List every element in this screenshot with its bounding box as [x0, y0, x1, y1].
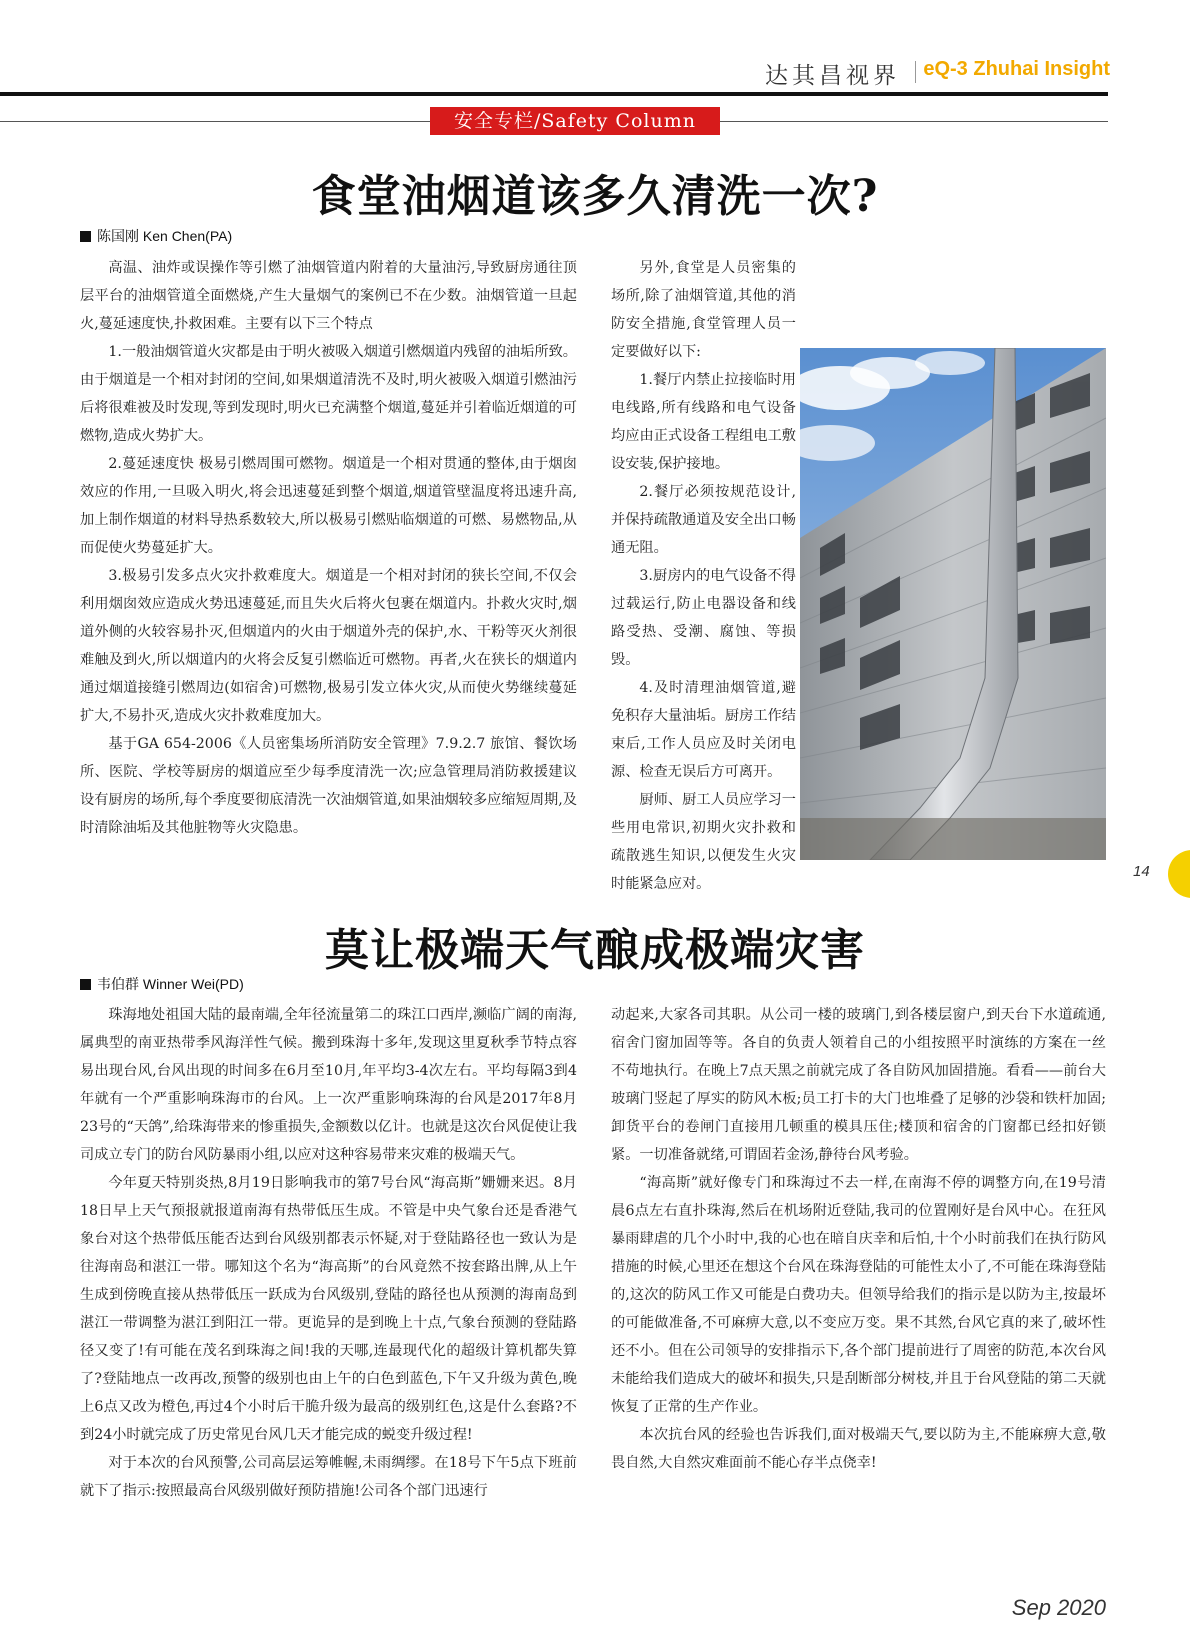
article2-right-column	[611, 1001, 1106, 1477]
article2-byline	[80, 974, 244, 994]
issue-date: Sep 2020	[1011, 1595, 1106, 1620]
byline-square-icon	[80, 979, 91, 990]
article2-left-column	[80, 1001, 577, 1505]
paragraph: “海高斯”就好像专门和珠海过不去一样,在南海不停的调整方向,在19号清晨6点左右直扑珠海,然后在机场附近登陆,我司的位置刚好是台风中心。在狂风暴雨肆虐的几个小时中,我的心也在暗自庆幸和后怕,十个小时前我们在执行防风措施的时候,心里还在想这个台风在珠海登陆的可能性太小了,不可能在珠海登陆的,这次的防风工作又可能是白费功夫。但领导给我们的指示是以防为主,按最坏的可能做准备,不可麻痹大意,以不变应万变。果不其然,台风它真的来了,破坏性还不小。但在公司领导的安排指示下,各个部门提前进行了周密的防范,本次台风未能给我们造成大的破坏和损失,只是刮断部分树枝,并且于台风登陆的第二天就恢复了正常的生产作业。	[611, 1175, 1106, 1415]
article1-byline	[80, 226, 232, 246]
article2-author: 韦伯群 Winner Wei(PD)	[97, 976, 244, 992]
magazine-title-en: eQ-3 Zhuhai Insight	[923, 58, 1110, 80]
column-label-badge: 安全专栏/Safety Column	[430, 107, 720, 135]
paragraph: 1.餐厅内禁止拉接临时用电线路,所有线路和电气设备均应由正式设备工程组电工敷设安装,保护接地。	[611, 372, 796, 472]
byline-square-icon	[80, 231, 91, 242]
article2-title: 莫让极端天气酿成极端灾害	[325, 925, 865, 976]
paragraph: 厨师、厨工人员应学习一些用电常识,初期火灾扑救和疏散逃生知识,以便发生火灾时能紧急应对。	[611, 792, 796, 892]
magazine-header	[720, 55, 1110, 89]
paragraph: 珠海地处祖国大陆的最南端,全年径流量第二的珠江口西岸,濒临广阔的南海,属典型的南亚热带季风海洋性气候。搬到珠海十多年,发现这里夏秋季节特点容易出现台风,台风出现的时间多在6月至10月,年平均3-4次左右。平均每隔3到4年就有一个严重影响珠海市的台风。上一次严重影响珠海的台风是2017年8月23号的“天鸽”,给珠海带来的惨重损失,金额数以亿计。也就是这次台风促使让我司成立专门的防台风防暴雨小组,以应对这种容易带来灾难的极端天气。	[80, 1007, 577, 1163]
building-photo-illustration	[800, 348, 1106, 860]
page-tab-marker	[1168, 850, 1190, 898]
paragraph: 1.一般油烟管道火灾都是由于明火被吸入烟道引燃烟道内残留的油垢所致。由于烟道是一个相对封闭的空间,如果烟道清洗不及时,明火被吸入烟道引燃油污后将很难被及时发现,等到发现时,明火已充满整个烟道,蔓延并引着临近烟道的可燃物,造成火势扩大。	[80, 344, 577, 444]
paragraph: 动起来,大家各司其职。从公司一楼的玻璃门,到各楼层窗户,到天台下水道疏通,宿舍门窗加固等等。各自的负责人领着自己的小组按照平时演练的方案在一丝不苟地执行。在晚上7点天黑之前就完成了各自防风加固措施。看看——前台大玻璃门竖起了厚实的防风木板;员工打卡的大门也堆叠了足够的沙袋和铁杆加固;卸货平台的卷闸门直接用几顿重的模具压住;楼顶和宿舍的门窗都已经扣好锁紧。一切准备就绪,可谓固若金汤,静待台风考验。	[611, 1007, 1107, 1163]
page-number: 14	[1133, 863, 1150, 880]
header-rule-thick	[0, 92, 1108, 96]
paragraph: 另外,食堂是人员密集的场所,除了油烟管道,其他的消防安全措施,食堂管理人员一定要做好以下:	[611, 260, 796, 360]
magazine-title-cn: 达其昌视界	[765, 63, 900, 89]
header-separator	[915, 61, 916, 83]
paragraph: 2.蔓延速度快 极易引燃周围可燃物。烟道是一个相对贯通的整体,由于烟囱效应的作用,一旦吸入明火,将会迅速蔓延到整个烟道,烟道管壁温度将迅速升高,加上制作烟道的材料导热系数较大,所以极易引燃贴临烟道的可燃、易燃物品,从而促使火势蔓延扩大。	[80, 456, 577, 556]
paragraph: 基于GA 654-2006《人员密集场所消防安全管理》7.9.2.7 旅馆、餐饮场所、医院、学校等厨房的烟道应至少每季度清洗一次;应急管理局消防救援建议设有厨房的场所,每个季度要彻底清洗一次油烟管道,如果油烟较多应缩短周期,及时清除油垢及其他脏物等火灾隐患。	[80, 736, 577, 836]
article1-left-column	[80, 254, 577, 842]
paragraph: 3.极易引发多点火灾扑救难度大。烟道是一个相对封闭的狭长空间,不仅会利用烟囱效应造成火势迅速蔓延,而且失火后将火包裹在烟道内。扑救火灾时,烟道外侧的火较容易扑灭,但烟道内的火由于烟道外壳的保护,水、干粉等灭火剂很难触及到火,所以烟道内的火将会反复引燃临近可燃物。再者,火在狭长的烟道内通过烟道接缝引燃周边(如宿舍)可燃物,极易引发立体火灾,从而使火势继续蔓延扩大,不易扑灭,造成火灾扑救难度加大。	[80, 568, 577, 724]
paragraph: 高温、油炸或误操作等引燃了油烟管道内附着的大量油污,导致厨房通往顶层平台的油烟管道全面燃烧,产生大量烟气的案例已不在少数。油烟管道一旦起火,蔓延速度快,扑救困难。主要有以下三个特点	[80, 260, 577, 332]
paragraph: 3.厨房内的电气设备不得过载运行,防止电器设备和线路受热、受潮、腐蚀、等损毁。	[611, 568, 796, 668]
article1-title: 食堂油烟道该多久清洗一次?	[311, 171, 879, 222]
building-duct-photo	[800, 348, 1106, 860]
paragraph: 2.餐厅必须按规范设计,并保持疏散通道及安全出口畅通无阻。	[611, 484, 796, 556]
article1-author: 陈国刚 Ken Chen(PA)	[97, 228, 233, 244]
paragraph: 今年夏天特别炎热,8月19日影响我市的第7号台风“海高斯”姗姗来迟。8月18日早上天气预报就报道南海有热带低压生成。不管是中央气象台还是香港气象台对这个热带低压能否达到台风级别都表示怀疑,对于登陆路径也一致认为是往海南岛和湛江一带。哪知这个名为“海高斯”的台风竟然不按套路出牌,从上午生成到傍晚直接从热带低压一跃成为台风级别,登陆的路径也从预测的海南岛到湛江一带调整为湛江到阳江一带。更诡异的是到晚上十点,气象台预测的登陆路径又变了!有可能在茂名到珠海之间!我的天哪,连最现代化的超级计算机都失算了?登陆地点一改再改,预警的级别也由上午的白色到蓝色,下午又升级为黄色,晚上6点又改为橙色,再过4个小时后干脆升级为最高的级别红色,这是什么套路?不到24小时就完成了历史常见台风几天才能完成的蜕变升级过程!	[80, 1175, 577, 1443]
paragraph: 4.及时清理油烟管道,避免积存大量油垢。厨房工作结束后,工作人员应及时关闭电源、检查无误后方可离开。	[611, 680, 796, 780]
paragraph: 对于本次的台风预警,公司高层运筹帷幄,未雨绸缪。在18号下午5点下班前就下了指示:按照最高台风级别做好预防措施!公司各个部门迅速行	[80, 1455, 577, 1499]
paragraph: 本次抗台风的经验也告诉我们,面对极端天气,要以防为主,不能麻痹大意,敬畏自然,大自然灾难面前不能心存半点侥幸!	[611, 1427, 1106, 1471]
